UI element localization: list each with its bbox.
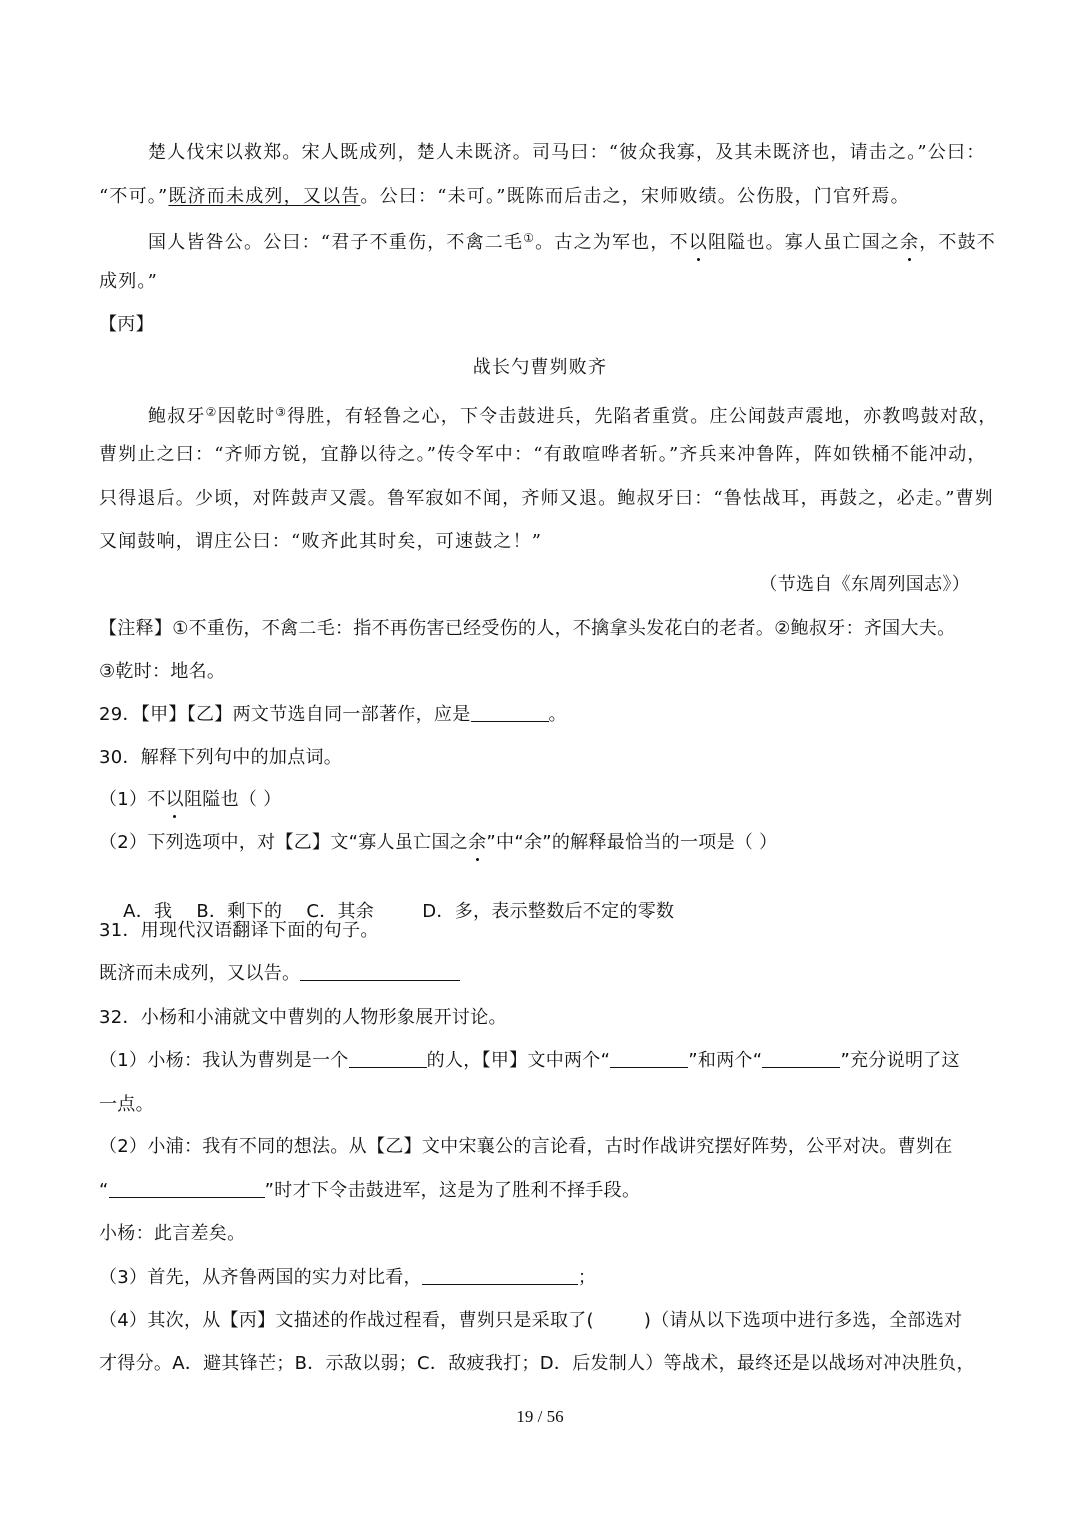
text: 鲍叔牙 bbox=[148, 406, 206, 427]
text: ，不鼓不 bbox=[919, 232, 996, 253]
answer-blank[interactable] bbox=[109, 1179, 265, 1198]
text: 又闻鼓响，谓庄公曰：“败齐此其时矣，可速鼓之！” bbox=[99, 531, 543, 552]
dotted-character: 余 bbox=[468, 832, 487, 853]
annotation-line bbox=[99, 660, 985, 684]
question-30 bbox=[99, 746, 985, 770]
answer-blank[interactable] bbox=[762, 1049, 840, 1068]
question-32-1-cont bbox=[99, 1093, 985, 1117]
dotted-character: 以 bbox=[165, 789, 184, 810]
footnote-mark: ③ bbox=[275, 405, 288, 419]
passage-yi-line bbox=[99, 270, 985, 294]
text: 楚人伐宋以救郑。宋人既成列，楚人未既济。司马曰：“彼众我寡，及其未既济也，请击之。”公曰： bbox=[148, 142, 986, 163]
text: 【注释】①不重伤，不禽二毛：指不再伤害已经受伤的人，不擒拿头发花白的老者。②鲍叔牙：齐国大夫。 bbox=[99, 618, 956, 639]
text: 才得分。A．避其锋芒；B．示敌以弱；C．敌疲我打；D．后发制人）等战术，最终还是以战场对冲决胜负， bbox=[99, 1353, 975, 1374]
text: A．我 B．剩下的 C．其余 D．多，表示整数后不定的零数 bbox=[123, 901, 675, 922]
text: ”时才下令击鼓进军，这是为了胜利不择手段。 bbox=[264, 1180, 641, 1201]
text: 32．小杨和小浦就文中曹刿的人物形象展开讨论。 bbox=[99, 1007, 507, 1028]
text: ”中“余”的解释最恰当的一项是（ ） bbox=[486, 832, 778, 853]
text: 得胜，有轻鲁之心，下令击鼓进兵，先陷者重赏。庄公闻鼓声震地，亦教鸣鼓对敌， bbox=[287, 406, 998, 427]
text: 30．解释下列句中的加点词。 bbox=[99, 747, 343, 768]
text: 。古之为军也，不 bbox=[535, 232, 689, 253]
underlined-sentence: 既济而未成列，又以告 bbox=[168, 186, 361, 207]
passage-yi-line bbox=[148, 141, 985, 165]
text: 31．用现代汉语翻译下面的句子。 bbox=[99, 920, 379, 941]
text: 29．【甲】【乙】两文节选自同一部著作，应是 bbox=[99, 704, 471, 725]
text: 既济而未成列，又以告。 bbox=[99, 963, 301, 984]
text: 成列。” bbox=[99, 271, 159, 292]
text: 战长勺曹刿败齐 bbox=[472, 357, 608, 378]
question-32-3 bbox=[99, 1266, 985, 1290]
dotted-character: 以 bbox=[688, 232, 708, 253]
answer-blank[interactable] bbox=[471, 703, 549, 722]
text: 的人，【甲】文中两个“ bbox=[426, 1050, 611, 1071]
passage-bing-line bbox=[99, 443, 985, 467]
passage-yi-line bbox=[148, 226, 996, 255]
question-29 bbox=[99, 703, 985, 727]
text: （1）小杨：我认为曹刿是一个 bbox=[99, 1050, 349, 1071]
text: （3）首先，从齐鲁两国的实力对比看， bbox=[99, 1267, 422, 1288]
text: ； bbox=[577, 1267, 597, 1288]
text: （4）其次，从【丙】文描述的作战过程看，曹刿只是采取了( bbox=[99, 1310, 594, 1331]
answer-blank[interactable] bbox=[422, 1266, 578, 1285]
text: （1）不 bbox=[99, 789, 166, 810]
question-32-1 bbox=[99, 1049, 985, 1073]
passage-bing-line bbox=[99, 530, 985, 554]
footnote-mark: ① bbox=[523, 231, 536, 245]
annotation-line bbox=[99, 617, 985, 641]
text: ”和两个“ bbox=[688, 1050, 763, 1071]
text: 曹刿止之曰：“齐师方锐，宜静以待之。”传令军中：“有敢喧哗者斩。”齐兵来冲鲁阵，阵如铁桶不能冲动， bbox=[99, 444, 987, 465]
section-label-bing bbox=[99, 313, 985, 337]
footnote-mark: ② bbox=[205, 405, 218, 419]
question-30-1 bbox=[99, 788, 985, 812]
passage-bing-line bbox=[148, 400, 998, 429]
text: 小杨：此言差矣。 bbox=[99, 1223, 246, 1244]
answer-blank[interactable] bbox=[300, 962, 460, 981]
page-number: 19 / 56 bbox=[516, 1407, 564, 1426]
text: 阻隘也。寡人虽亡国之 bbox=[707, 232, 900, 253]
answer-blank[interactable] bbox=[610, 1049, 688, 1068]
text: 【丙】 bbox=[99, 314, 154, 335]
text: （2）小浦：我有不同的想法。从【乙】文中宋襄公的言论看，古时作战讲究摆好阵势，公平对决。曹刿在 bbox=[99, 1136, 953, 1157]
question-31-sentence bbox=[99, 962, 985, 986]
text: （2）下列选项中，对【乙】文“寡人虽亡国之 bbox=[99, 832, 469, 853]
text: 。 bbox=[548, 704, 567, 725]
text: 因乾时 bbox=[217, 406, 276, 427]
dotted-character: 余 bbox=[899, 232, 920, 253]
passage-bing-line bbox=[99, 487, 994, 511]
text: )（请从以下选项中进行多选，全部选对 bbox=[643, 1310, 963, 1331]
text: ”充分说明了这 bbox=[840, 1050, 960, 1071]
text: “ bbox=[99, 1180, 109, 1201]
passage-yi-line bbox=[99, 185, 985, 209]
text: 国人皆咎公。公曰：“君子不重伤，不禽二毛 bbox=[148, 232, 524, 253]
question-32-4-cont bbox=[99, 1352, 985, 1376]
text: “不可。” bbox=[99, 186, 169, 207]
text: 只得退后。少顷，对阵鼓声又震。鲁军寂如不闻，齐师又退。鲍叔牙曰：“鲁怯战耳，再鼓之，必走。”曹刿 bbox=[99, 488, 994, 509]
text: 阻隘也（ ） bbox=[183, 789, 282, 810]
question-32-2 bbox=[99, 1135, 985, 1159]
question-32 bbox=[99, 1006, 985, 1030]
text: 一点。 bbox=[99, 1094, 154, 1115]
question-30-2 bbox=[99, 831, 985, 855]
question-32-reply bbox=[99, 1222, 985, 1246]
question-32-2-cont bbox=[99, 1179, 985, 1203]
text: （节选自《东周列国志》） bbox=[759, 574, 970, 595]
text: ③乾时：地名。 bbox=[99, 661, 226, 682]
answer-blank[interactable] bbox=[349, 1049, 427, 1068]
text: 。公曰：“未可。”既陈而后击之，宋师败绩。公伤股，门官歼焉。 bbox=[360, 186, 910, 207]
passage-title bbox=[0, 356, 1080, 380]
question-32-4 bbox=[99, 1309, 985, 1333]
passage-source bbox=[759, 573, 970, 597]
question-31 bbox=[99, 919, 985, 943]
